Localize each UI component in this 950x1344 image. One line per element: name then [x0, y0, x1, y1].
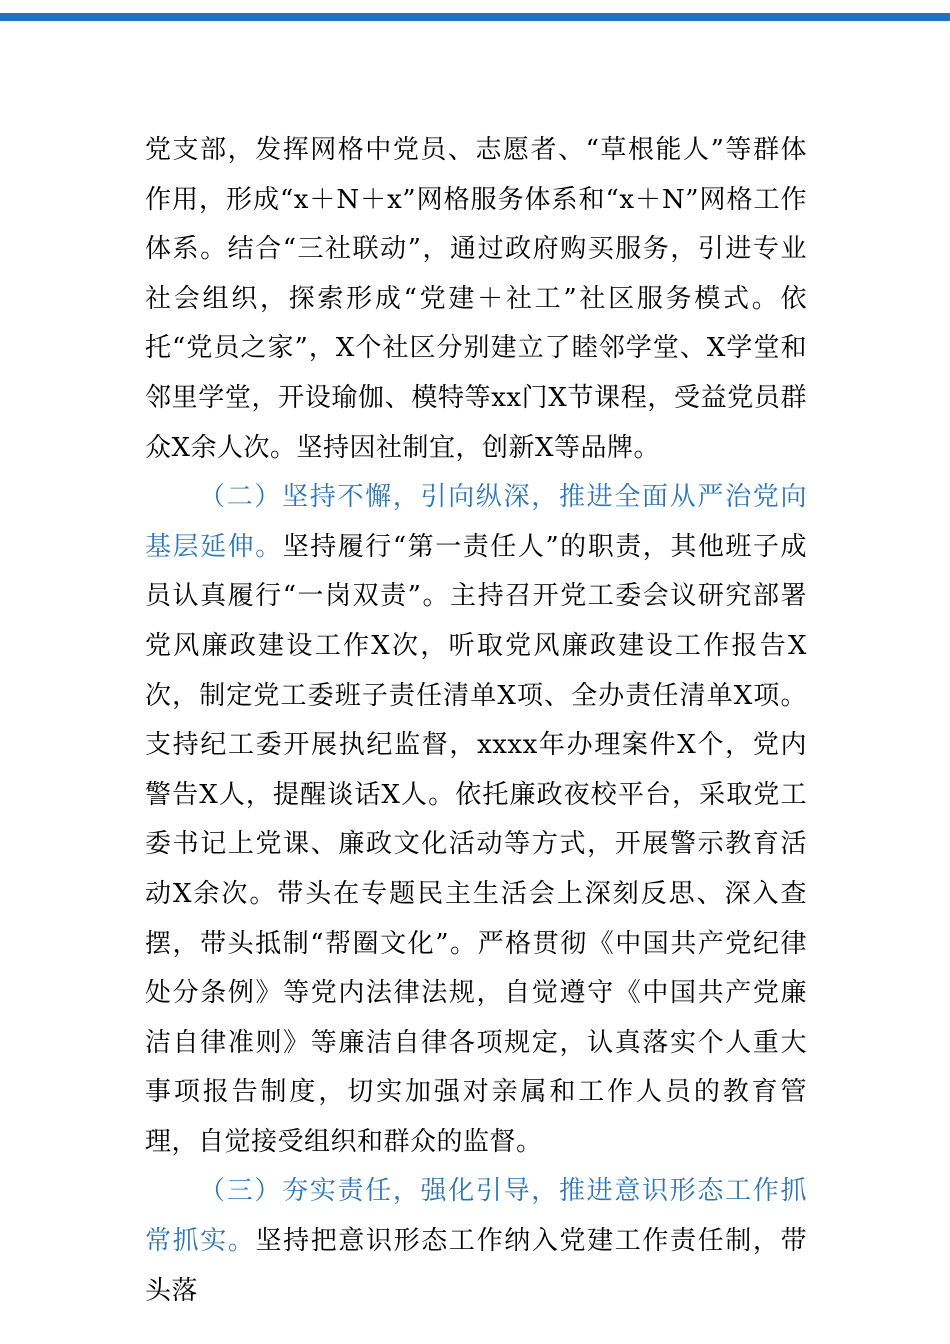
paragraph-2 [145, 473, 807, 1167]
paragraph-3-text: 坚持把意识形态工作纳入党建工作责任制，带头落 [145, 1226, 807, 1306]
document-body [145, 126, 807, 1316]
paragraph-1 [145, 126, 807, 473]
section-heading-2: （二）坚持不懈，引向纵深，推进全面从严治党向基层延伸。 [145, 482, 807, 562]
paragraph-3 [145, 1167, 807, 1316]
header-rule [0, 13, 950, 21]
paragraph-2-text: 坚持履行“第一责任人”的职责，其他班子成员认真履行“一岗双责”。主持召开党工委会议研究部署党风廉政建设工作X次，听取党风廉政建设工作报告X次，制定党工委班子责任清单X项、全办责任清单X项。支持纪工委开展执纪监督，xxxx年办理案件X个，党内警告X人，提醒谈话X人。依托廉政夜校平台，采取党工委书记上党课、廉政文化活动等方式，开展警示教育活动X余次。带头在专题民主生活会上深刻反思、深入查摆，带头抵制“帮圈文化”。严格贯彻《中国共产党纪律处分条例》等党内法律法规，自觉遵守《中国共产党廉洁自律准则》等廉洁自律各项规定，认真落实个人重大事项报告制度，切实加强对亲属和工作人员的教育管理，自觉接受组织和群众的监督。 [145, 531, 807, 1157]
section-heading-3: （三）夯实责任，强化引导，推进意识形态工作抓常抓实。 [145, 1176, 807, 1257]
paragraph-1-text: 党支部，发挥网格中党员、志愿者、“草根能人”等群体作用，形成“x＋N＋x”网格服务体系和“x＋N”网格工作体系。结合“三社联动”，通过政府购买服务，引进专业社会组织，探索形成“党建＋社工”社区服务模式。依托“党员之家”，X个社区分别建立了睦邻学堂、X学堂和邻里学堂，开设瑜伽、模特等xx门X节课程，受益党员群众X余人次。坚持因社制宜，创新X等品牌。 [145, 135, 807, 463]
